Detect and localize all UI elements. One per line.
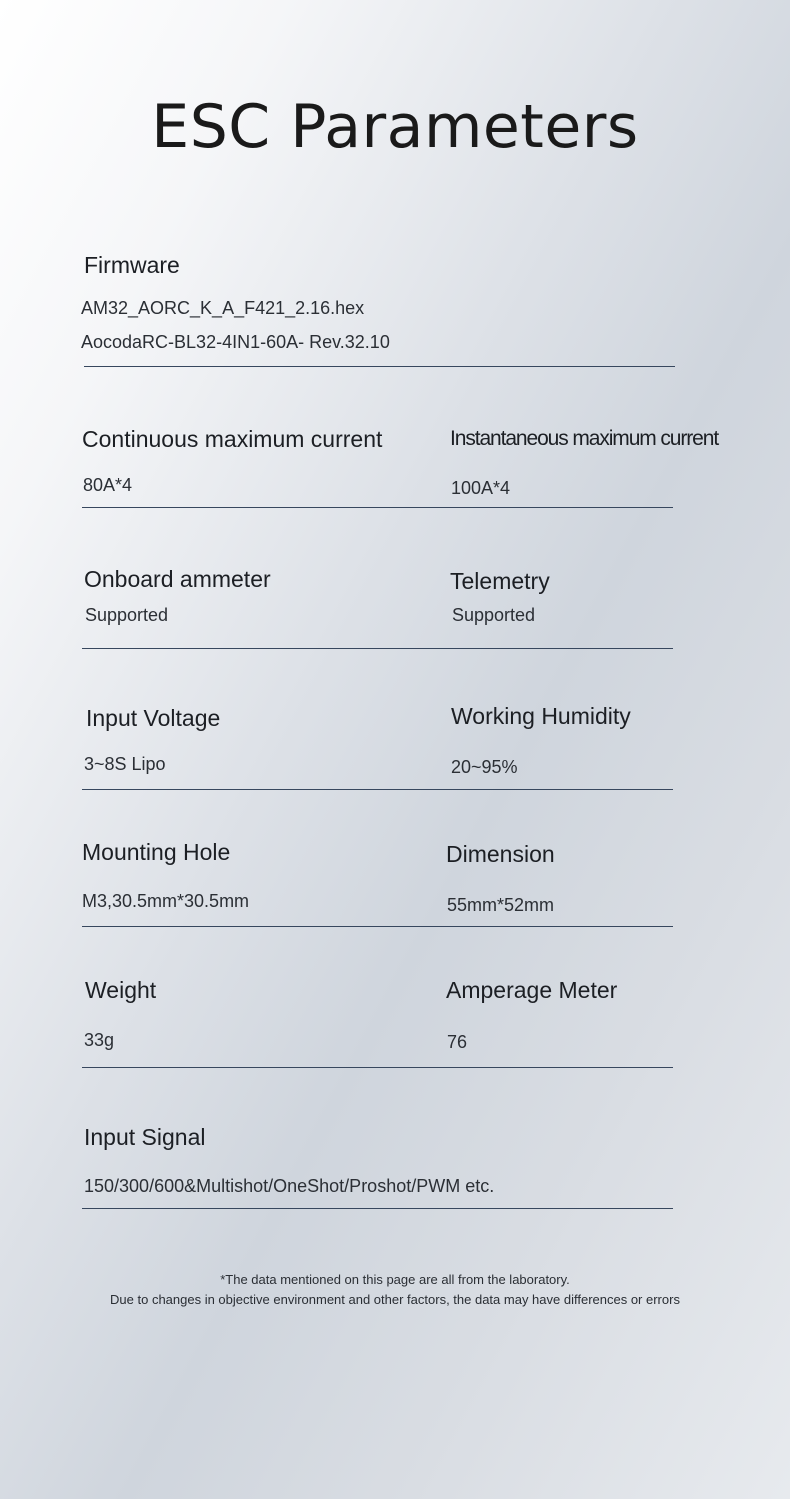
onboard-ammeter-label: Onboard ammeter <box>84 566 271 592</box>
amperage-meter-value: 76 <box>447 1032 468 1052</box>
input-voltage-label: Input Voltage <box>86 705 221 731</box>
firmware-label: Firmware <box>84 252 180 278</box>
telemetry-label: Telemetry <box>450 568 550 594</box>
mounting-hole-value: M3,30.5mm*30.5mm <box>82 891 250 911</box>
page-title: ESC Parameters <box>151 92 639 162</box>
dimension-value: 55mm*52mm <box>447 895 555 915</box>
working-humidity-value: 20~95% <box>451 757 518 777</box>
divider <box>82 1067 673 1068</box>
divider <box>82 789 673 790</box>
weight-label: Weight <box>85 977 157 1003</box>
continuous-current-label: Continuous maximum current <box>82 426 383 452</box>
instantaneous-current-label: Instantaneous maximum current <box>450 427 719 450</box>
mounting-hole-label: Mounting Hole <box>82 839 231 865</box>
divider <box>82 507 673 508</box>
firmware-version: AocodaRC-BL32-4IN1-60A- Rev.32.10 <box>81 332 390 352</box>
amperage-meter-label: Amperage Meter <box>446 977 618 1003</box>
input-signal-value: 150/300/600&Multishot/OneShot/Proshot/PWM etc. <box>84 1176 495 1196</box>
working-humidity-label: Working Humidity <box>451 703 631 729</box>
weight-value: 33g <box>84 1030 115 1050</box>
instantaneous-current-value: 100A*4 <box>451 478 511 498</box>
divider <box>84 366 675 367</box>
firmware-file: AM32_AORC_K_A_F421_2.16.hex <box>81 298 365 318</box>
continuous-current-value: 80A*4 <box>83 475 133 495</box>
input-signal-label: Input Signal <box>84 1124 206 1150</box>
onboard-ammeter-value: Supported <box>85 605 169 625</box>
disclaimer-note: Due to changes in objective environment and other factors, the data may have differences or errors <box>110 1292 680 1307</box>
dimension-label: Dimension <box>446 841 555 867</box>
lab-data-note: *The data mentioned on this page are all from the laboratory. <box>220 1272 570 1287</box>
divider <box>82 926 673 927</box>
telemetry-value: Supported <box>452 605 536 625</box>
divider <box>82 1208 673 1209</box>
divider <box>82 648 673 649</box>
input-voltage-value: 3~8S Lipo <box>84 754 166 774</box>
